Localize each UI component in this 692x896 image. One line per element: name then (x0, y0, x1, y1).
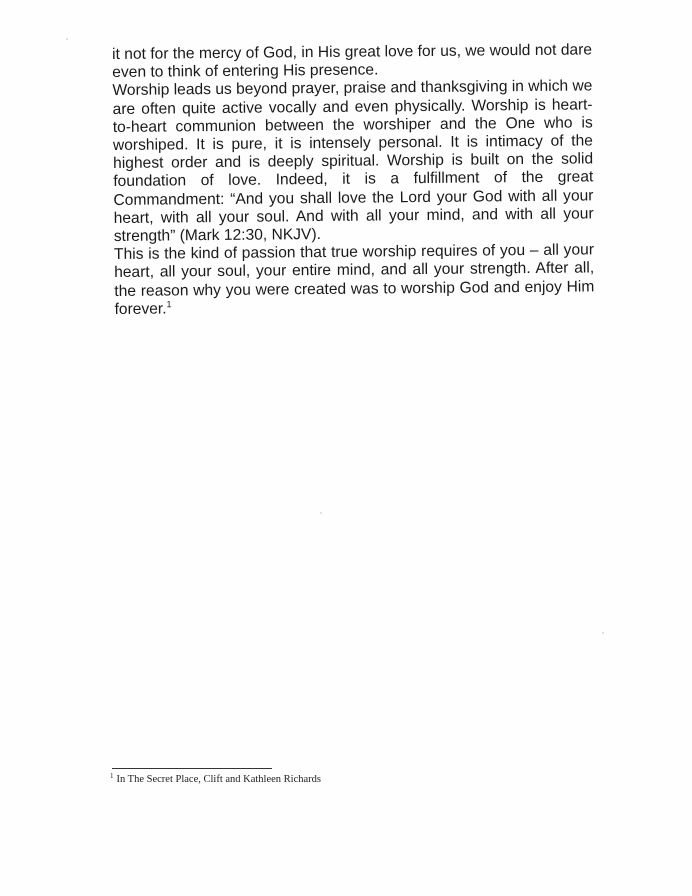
footnote (110, 771, 321, 785)
scan-speck (66, 38, 68, 40)
scan-speck (602, 632, 604, 634)
footnote-number: 1 (110, 771, 114, 780)
paragraph-1: it not for the mercy of God, in His great love for us, we would not dare even to think of entering His presence. (112, 41, 593, 82)
footnote-text: In The Secret Place, Clift and Kathleen Richards (116, 774, 321, 785)
scan-speck (320, 512, 322, 514)
footnote-divider (112, 768, 272, 769)
paragraph-3-text: This is the kind of passion that true worship requires of you – all your heart, all your soul, your entire mind, and all your strength. After all, the reason why you were created was to worship God and enjoy Him forever. (113, 241, 595, 318)
paragraph-3 (114, 242, 595, 319)
paragraph-2: Worship leads us beyond prayer, praise and thanksgiving in which we are often quite active vocally and even physically. Worship is heart-to-heart communion between the worshiper and the One who is worshiped. It is pure, it is intensely personal. It is intimacy of the highest order and is deeply spiritual. Worship is built on the solid foundation of love. Indeed, it is a fulfillment of the great Commandment: “And you shall love the Lord your God with all your heart, with all your soul. And with all your mind, and with all your strength” (Mark 12:30, NKJV). (112, 77, 594, 246)
body-text (112, 41, 595, 319)
footnote-reference: 1 (166, 299, 172, 310)
